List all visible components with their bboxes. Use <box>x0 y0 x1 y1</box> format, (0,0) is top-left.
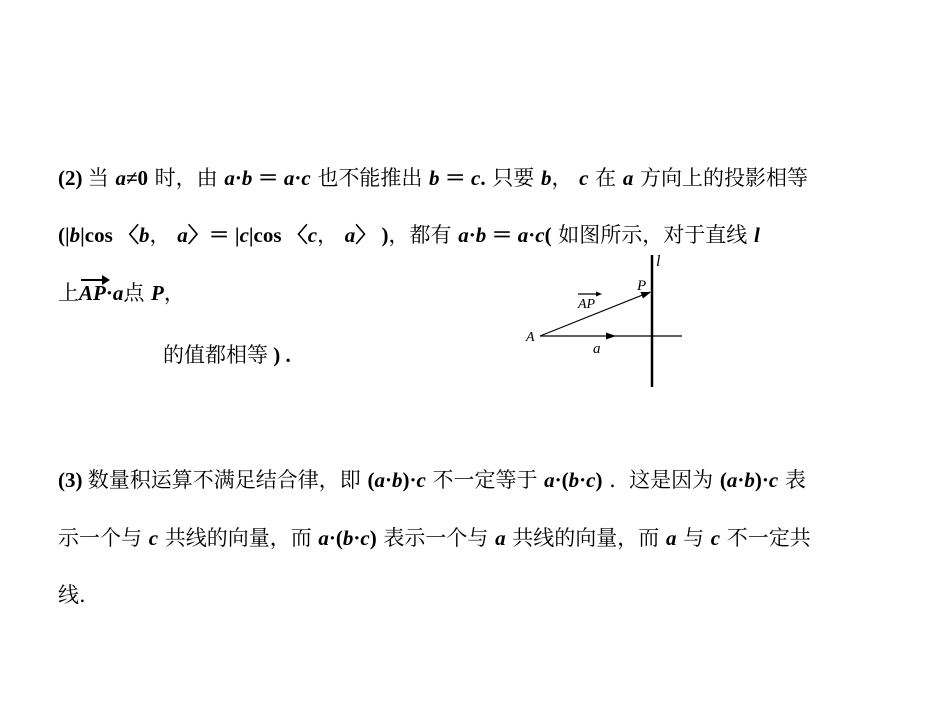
var: b <box>139 223 150 247</box>
label-l: l <box>656 253 661 270</box>
var: l <box>753 223 760 247</box>
var: b <box>744 468 755 492</box>
para2-line3 <box>58 278 185 308</box>
text: 表 <box>778 468 806 492</box>
label-A: A <box>526 330 535 345</box>
var: c <box>239 223 249 247</box>
text: ， <box>149 223 178 247</box>
text: ， <box>551 166 580 190</box>
label-AP: AP <box>578 297 596 312</box>
text: 方向上的投影相等 <box>633 166 809 190</box>
dot: · <box>528 223 536 247</box>
math: 〉＝ | <box>187 223 240 247</box>
var: c <box>307 223 318 247</box>
var: a <box>665 526 677 550</box>
eq: ＝ <box>439 166 472 190</box>
math: ) . <box>268 343 291 367</box>
para3-line3 <box>58 580 86 610</box>
var: b <box>475 223 487 247</box>
text: 不一定等于 <box>425 468 545 492</box>
dot: · <box>105 281 113 305</box>
var: c <box>301 166 311 190</box>
var: b <box>540 166 552 190</box>
text: . 这是因为 <box>602 468 720 492</box>
label-a: a <box>593 341 601 357</box>
var: a <box>318 526 329 550</box>
var: a <box>224 166 235 190</box>
math: (| <box>58 223 70 247</box>
var: c <box>471 166 481 190</box>
math: ·( <box>328 526 343 550</box>
text: 只要 <box>485 166 541 190</box>
var: b <box>568 468 580 492</box>
text: 上 <box>58 281 79 305</box>
projection-figure <box>520 250 690 390</box>
math: 〉 ) <box>355 223 389 247</box>
var: c <box>586 468 596 492</box>
text: 线. <box>58 583 86 607</box>
eq: ＝ <box>486 223 518 247</box>
var: P <box>151 281 164 305</box>
var: b <box>342 526 354 550</box>
var: c <box>416 468 426 492</box>
math: |cos 〈 <box>248 223 308 247</box>
var: b <box>241 166 253 190</box>
dot: · <box>384 468 392 492</box>
math: ( <box>544 223 552 247</box>
para3-line1 <box>58 465 806 495</box>
dot: · <box>234 166 242 190</box>
text: 如图所示，对于直线 <box>551 223 754 247</box>
var: a <box>622 166 634 190</box>
var: c <box>579 166 589 190</box>
math: ) <box>595 468 603 492</box>
vector-a-arrowhead <box>606 333 616 340</box>
math: ·( <box>554 468 569 492</box>
var: c <box>148 526 159 550</box>
text: 与 <box>676 526 711 550</box>
text: 共线的向量，而 <box>505 526 666 550</box>
var: b <box>391 468 403 492</box>
dot: · <box>579 468 587 492</box>
var: a <box>374 468 385 492</box>
dot: · <box>737 468 745 492</box>
var: b <box>69 223 81 247</box>
item-number: (3) <box>58 468 88 492</box>
text: ， <box>163 281 185 305</box>
text: 示一个与 <box>58 526 149 550</box>
vector-AP: AP <box>79 278 106 308</box>
text: 的值都相等 <box>163 343 268 367</box>
eq: ＝ <box>252 166 284 190</box>
text: 当 <box>87 166 116 190</box>
period: . <box>480 166 486 190</box>
item-number: (2) <box>58 166 88 190</box>
math: ≠0 <box>125 166 148 190</box>
var: a <box>517 223 529 247</box>
text: 数量积运算不满足结合律，即 <box>87 468 368 492</box>
text: ， <box>317 223 345 247</box>
var: c <box>710 526 721 550</box>
var: a <box>177 223 188 247</box>
var: a <box>112 281 124 305</box>
para2-line4 <box>163 340 291 370</box>
AP-overline-arrowhead <box>596 292 602 297</box>
math: ( <box>719 468 727 492</box>
var: a <box>726 468 738 492</box>
var: a <box>283 166 295 190</box>
var: a <box>544 468 555 492</box>
dot: · <box>294 166 302 190</box>
math: )· <box>402 468 417 492</box>
text: 点 <box>123 281 152 305</box>
label-P: P <box>637 278 647 294</box>
var: a <box>344 223 356 247</box>
dot: · <box>468 223 476 247</box>
para3-line2 <box>58 523 811 553</box>
dot: · <box>353 526 361 550</box>
var: c <box>360 526 370 550</box>
var: a <box>458 223 469 247</box>
text: 在 <box>588 166 623 190</box>
math: )· <box>754 468 769 492</box>
math: ( <box>367 468 375 492</box>
para2-line1 <box>58 163 808 193</box>
math: |cos 〈 <box>80 223 139 247</box>
var: a <box>495 526 506 550</box>
var: c <box>768 468 779 492</box>
text: 不一定共 <box>720 526 811 550</box>
text: 也不能推出 <box>310 166 430 190</box>
var: c <box>535 223 545 247</box>
text: 共线的向量，而 <box>158 526 319 550</box>
text: ，都有 <box>388 223 459 247</box>
math: ) <box>369 526 377 550</box>
text: 时，由 <box>147 166 225 190</box>
para2-line2 <box>58 220 760 250</box>
var: a <box>115 166 126 190</box>
text: 表示一个与 <box>376 526 496 550</box>
var: b <box>429 166 440 190</box>
